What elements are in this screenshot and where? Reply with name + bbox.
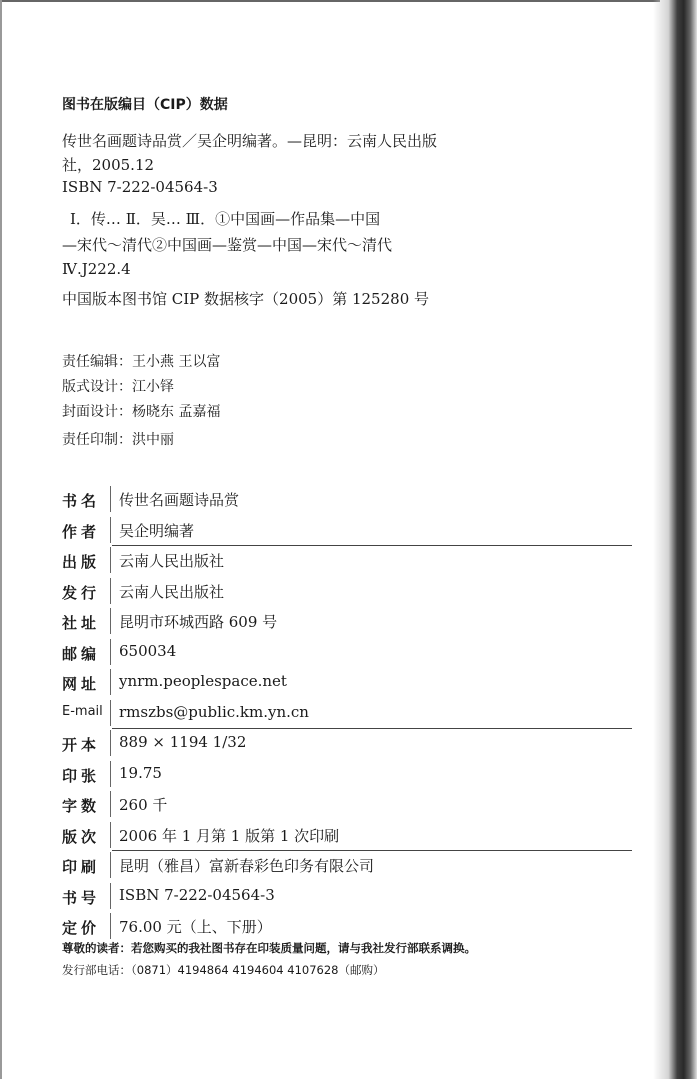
staff-label: 责任印制：	[62, 432, 132, 448]
column-divider	[110, 730, 111, 756]
info-label: 版次	[62, 827, 101, 846]
scan-binding-shadow	[653, 0, 697, 1079]
staff-value: 洪中丽	[132, 432, 174, 448]
info-value: 昆明市环城西路 609 号	[119, 613, 278, 631]
info-value: 昆明（雅昌）富新春彩色印务有限公司	[119, 857, 375, 875]
info-value: ISBN 7-222-04564-3	[119, 885, 275, 904]
info-value: 云南人民出版社	[119, 552, 225, 570]
column-divider	[110, 761, 111, 787]
column-divider	[110, 791, 111, 817]
info-row	[62, 637, 632, 668]
column-divider	[110, 883, 111, 909]
info-row	[62, 606, 632, 637]
info-label: 网址	[62, 675, 101, 693]
cip-line: —宋代～清代②中国画—鉴赏—中国—宋代～清代	[62, 236, 393, 254]
info-row	[62, 545, 632, 576]
info-value: rmszbs@public.km.yn.cn	[119, 702, 309, 721]
column-divider	[110, 547, 111, 573]
info-label: 印张	[62, 766, 101, 785]
info-row	[62, 728, 632, 759]
info-value: 2006 年 1 月第 1 版第 1 次印刷	[119, 826, 340, 845]
scan-edge-top	[0, 0, 660, 2]
info-row	[62, 850, 632, 881]
cip-line: 传世名画题诗品赏／吴企明编著。—昆明：云南人民出版	[62, 132, 438, 150]
distribution-phone: 发行部电话：（0871）4194864 4194604 4107628（邮购）	[62, 963, 385, 977]
info-value: 传世名画题诗品赏	[119, 491, 240, 509]
column-divider	[110, 608, 111, 634]
info-row	[62, 515, 632, 546]
column-divider	[110, 700, 111, 726]
cip-line: ISBN 7-222-04564-3	[62, 178, 218, 196]
reader-notice: 尊敬的读者：若您购买的我社图书存在印装质量问题，请与我社发行部联系调换。	[62, 941, 476, 955]
info-row	[62, 881, 632, 912]
publication-info-table	[62, 484, 632, 942]
staff-label: 责任编辑：	[62, 354, 132, 370]
info-row	[62, 484, 632, 515]
column-divider	[110, 517, 111, 543]
staff-value: 江小铎	[132, 379, 174, 395]
cip-line: Ⅰ．传… Ⅱ．吴… Ⅲ．①中国画—作品集—中国	[70, 210, 381, 228]
scan-edge-left	[0, 0, 2, 1079]
staff-printing	[62, 429, 174, 449]
info-label: 出版	[62, 553, 101, 571]
info-value: 云南人民出版社	[119, 582, 225, 601]
info-label: 开本	[62, 736, 101, 754]
column-divider	[110, 913, 111, 939]
info-row	[62, 911, 632, 942]
info-value: 76.00 元（上、下册）	[119, 918, 272, 936]
info-label: 书名	[62, 492, 101, 510]
cip-data-number: 中国版本图书馆 CIP 数据核字（2005）第 125280 号	[62, 290, 430, 308]
section-divider	[112, 545, 632, 546]
staff-layout-design	[62, 376, 174, 396]
info-row	[62, 576, 632, 607]
column-divider	[110, 822, 111, 848]
column-divider	[110, 852, 111, 878]
staff-label: 封面设计：	[62, 404, 132, 420]
staff-value: 杨晓东 孟嘉福	[132, 404, 221, 420]
info-label: 邮编	[62, 644, 101, 663]
column-divider	[110, 578, 111, 604]
cip-title: 图书在版编目（CIP）数据	[62, 97, 228, 113]
info-value: 吴企明编著	[119, 521, 195, 540]
info-row	[62, 698, 632, 729]
column-divider	[110, 486, 111, 512]
section-divider	[112, 850, 632, 851]
info-label: 印刷	[62, 858, 101, 876]
info-value: 260 千	[119, 796, 168, 814]
info-row	[62, 820, 632, 851]
info-label: 字数	[62, 797, 101, 815]
staff-editor	[62, 351, 220, 371]
info-value: 19.75	[119, 763, 162, 782]
info-value: 650034	[119, 641, 177, 660]
info-label: 定价	[62, 919, 101, 937]
info-value: 889 × 1194 1/32	[119, 733, 247, 751]
staff-label: 版式设计：	[62, 379, 132, 395]
info-label: 发行	[62, 583, 101, 602]
info-label: E-mail	[62, 703, 103, 719]
section-divider	[112, 728, 632, 729]
info-value: ynrm.peoplespace.net	[119, 672, 287, 690]
staff-cover-design	[62, 401, 220, 421]
info-row	[62, 667, 632, 698]
staff-value: 王小燕 王以富	[132, 354, 221, 370]
column-divider	[110, 639, 111, 665]
info-label: 作者	[62, 522, 101, 541]
cip-line: Ⅳ.J222.4	[62, 260, 131, 278]
info-row	[62, 759, 632, 790]
column-divider	[110, 669, 111, 695]
info-label: 社址	[62, 614, 101, 632]
cip-line: 社，2005.12	[62, 156, 155, 174]
info-label: 书号	[62, 888, 101, 907]
info-row	[62, 789, 632, 820]
